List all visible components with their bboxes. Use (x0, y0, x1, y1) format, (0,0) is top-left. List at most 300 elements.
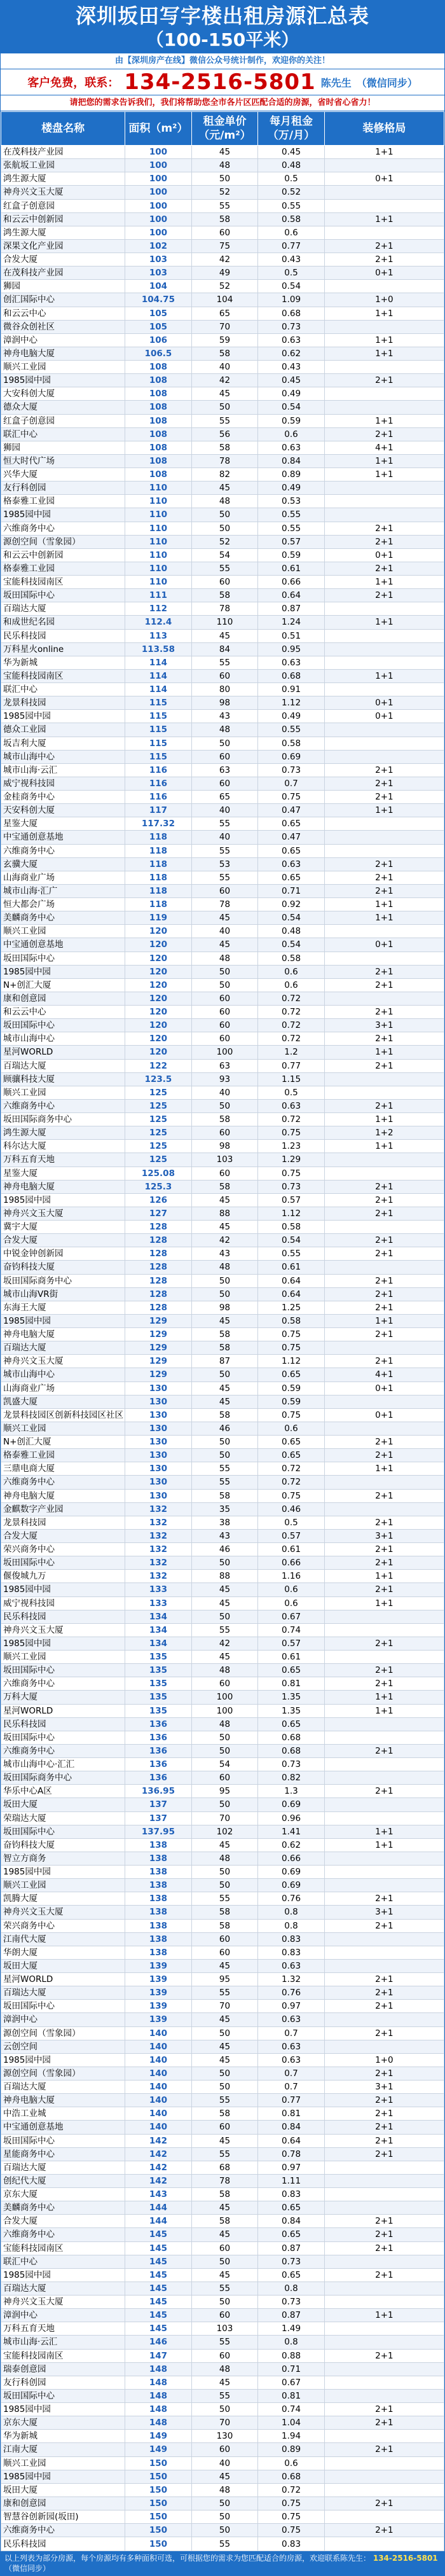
table-row[interactable] (1, 1731, 444, 1744)
table-row[interactable] (1, 2336, 444, 2349)
table-row[interactable] (1, 938, 444, 952)
table-row[interactable] (1, 1462, 444, 1476)
table-row[interactable] (1, 1529, 444, 1542)
cell-monthly-rent: 0.72 (258, 1462, 325, 1476)
table-row[interactable] (1, 239, 444, 253)
cell-layout (324, 642, 444, 656)
table-row[interactable] (1, 1059, 444, 1072)
table-row[interactable] (1, 387, 444, 401)
table-row[interactable] (1, 602, 444, 616)
cell-unit-price: 104 (191, 293, 258, 307)
cell-layout: 2+1 (324, 2403, 444, 2416)
cell-area: 103 (125, 253, 192, 267)
table-row[interactable] (1, 2268, 444, 2282)
table-row[interactable] (1, 696, 444, 710)
cell-building-name: 华为新城 (1, 656, 125, 669)
table-row[interactable] (1, 1247, 444, 1261)
table-row[interactable] (1, 2228, 444, 2241)
cell-building-name: 坂田国际中心 (1, 1664, 125, 1677)
cell-building-name: 万科星火online (1, 642, 125, 656)
table-row[interactable] (1, 589, 444, 602)
table-row[interactable] (1, 831, 444, 844)
cell-layout: 4+1 (324, 441, 444, 454)
table-row[interactable] (1, 2053, 444, 2067)
cell-building-name: 城市山海VR街 (1, 1287, 125, 1301)
table-row[interactable] (1, 1664, 444, 1677)
table-row[interactable] (1, 1476, 444, 1489)
contact-phone[interactable]: 134-2516-5801 (124, 69, 316, 95)
table-row[interactable] (1, 1691, 444, 1704)
table-row[interactable] (1, 1866, 444, 1879)
cell-monthly-rent: 0.76 (258, 1892, 325, 1906)
table-row[interactable] (1, 683, 444, 696)
cell-layout (324, 2282, 444, 2295)
table-row[interactable] (1, 1153, 444, 1167)
table-row[interactable] (1, 2309, 444, 2322)
table-row[interactable] (1, 1046, 444, 1059)
table-row[interactable] (1, 1449, 444, 1462)
table-row[interactable] (1, 253, 444, 267)
cell-layout: 2+1 (324, 791, 444, 804)
contact-bar (1, 69, 444, 95)
table-row[interactable] (1, 522, 444, 535)
cell-area: 144 (125, 2215, 192, 2228)
cell-unit-price: 50 (191, 1556, 258, 1570)
table-row[interactable] (1, 1395, 444, 1408)
cell-monthly-rent: 0.47 (258, 804, 325, 817)
table-row[interactable] (1, 1543, 444, 1556)
table-row[interactable] (1, 2188, 444, 2201)
cell-unit-price: 45 (191, 2134, 258, 2147)
table-row[interactable] (1, 791, 444, 804)
table-row[interactable] (1, 2161, 444, 2174)
cell-monthly-rent: 0.68 (258, 307, 325, 320)
table-row[interactable] (1, 1892, 444, 1906)
table-row[interactable] (1, 2255, 444, 2268)
cell-layout: 2+1 (324, 1489, 444, 1502)
table-row[interactable] (1, 1825, 444, 1838)
table-row[interactable] (1, 737, 444, 750)
table-row[interactable] (1, 1301, 444, 1314)
table-row[interactable] (1, 1637, 444, 1650)
table-row[interactable] (1, 212, 444, 226)
table-row[interactable] (1, 1368, 444, 1381)
cell-building-name: 坂田国际商务中心 (1, 1274, 125, 1287)
table-row[interactable] (1, 401, 444, 414)
table-row[interactable] (1, 2201, 444, 2215)
table-row[interactable] (1, 804, 444, 817)
table-row[interactable] (1, 280, 444, 293)
cell-unit-price: 58 (191, 1919, 258, 1932)
table-row[interactable] (1, 1234, 444, 1247)
table-row[interactable] (1, 1959, 444, 1972)
cell-area: 111 (125, 589, 192, 602)
cell-area: 100 (125, 226, 192, 239)
table-header-row (1, 112, 444, 146)
cell-building-name: 瑞泰创意园 (1, 2362, 125, 2376)
table-row[interactable] (1, 1932, 444, 1946)
cell-monthly-rent: 0.65 (258, 871, 325, 884)
cell-area: 118 (125, 871, 192, 884)
table-row[interactable] (1, 750, 444, 763)
cell-unit-price: 75 (191, 239, 258, 253)
cell-unit-price: 55 (191, 199, 258, 212)
cell-unit-price: 56 (191, 427, 258, 441)
cell-monthly-rent: 0.74 (258, 2403, 325, 2416)
table-row[interactable] (1, 2524, 444, 2537)
table-row[interactable] (1, 468, 444, 481)
table-row[interactable] (1, 1771, 444, 1785)
table-row[interactable] (1, 172, 444, 186)
table-row[interactable] (1, 992, 444, 1005)
table-row[interactable] (1, 1193, 444, 1207)
cell-monthly-rent: 1.29 (258, 1153, 325, 1167)
table-row[interactable] (1, 1126, 444, 1140)
cell-monthly-rent: 0.68 (258, 2470, 325, 2483)
table-row[interactable] (1, 1556, 444, 1570)
cell-area: 113 (125, 629, 192, 642)
table-row[interactable] (1, 1623, 444, 1637)
table-row[interactable] (1, 1744, 444, 1757)
table-row[interactable] (1, 1381, 444, 1395)
table-row[interactable] (1, 2121, 444, 2134)
cell-unit-price: 50 (191, 2403, 258, 2416)
cell-building-name: 1985园中园 (1, 2470, 125, 2483)
footer-note (1, 2551, 444, 2575)
cell-layout: 2+1 (324, 1193, 444, 1207)
table-row[interactable] (1, 1717, 444, 1731)
table-row[interactable] (1, 1099, 444, 1112)
table-row[interactable] (1, 1798, 444, 1811)
table-row[interactable] (1, 159, 444, 172)
cell-area: 145 (125, 2322, 192, 2336)
table-row[interactable] (1, 2322, 444, 2336)
table-row[interactable] (1, 2067, 444, 2080)
table-row[interactable] (1, 1516, 444, 1529)
table-row[interactable] (1, 454, 444, 467)
cell-layout: 2+1 (324, 1180, 444, 1193)
cell-monthly-rent: 0.62 (258, 347, 325, 360)
cell-area: 108 (125, 454, 192, 467)
cell-layout (324, 1798, 444, 1811)
table-row[interactable] (1, 723, 444, 737)
table-row[interactable] (1, 2013, 444, 2026)
table-row[interactable] (1, 2430, 444, 2443)
cell-area: 119 (125, 911, 192, 925)
cell-unit-price: 45 (191, 2053, 258, 2067)
table-row[interactable] (1, 1973, 444, 1986)
cell-area: 140 (125, 2026, 192, 2040)
table-row[interactable] (1, 1879, 444, 1892)
table-row[interactable] (1, 1422, 444, 1435)
cell-building-name: 百瑞达大厦 (1, 1059, 125, 1072)
cell-building-name: 百瑞达大厦 (1, 2161, 125, 2174)
table-row[interactable] (1, 1610, 444, 1623)
cell-unit-price: 50 (191, 2524, 258, 2537)
table-row[interactable] (1, 1502, 444, 1516)
table-row[interactable] (1, 2094, 444, 2107)
table-row[interactable] (1, 2403, 444, 2416)
table-row[interactable] (1, 1086, 444, 1099)
cell-area: 132 (125, 1502, 192, 1516)
table-row[interactable] (1, 1596, 444, 1610)
table-row[interactable] (1, 2349, 444, 2362)
cell-monthly-rent: 0.73 (258, 763, 325, 777)
table-row[interactable] (1, 267, 444, 280)
table-row[interactable] (1, 226, 444, 239)
table-row[interactable] (1, 642, 444, 656)
table-row[interactable] (1, 710, 444, 723)
table-row[interactable] (1, 576, 444, 589)
table-row[interactable] (1, 1032, 444, 1046)
cell-building-name: 坂田国际中心 (1, 1556, 125, 1570)
table-row[interactable] (1, 548, 444, 562)
cell-building-name: 荣兴商务中心 (1, 1919, 125, 1932)
cell-area: 133 (125, 1596, 192, 1610)
table-row[interactable] (1, 1489, 444, 1502)
cell-monthly-rent: 0.65 (258, 1717, 325, 1731)
cell-layout (324, 2255, 444, 2268)
table-row[interactable] (1, 427, 444, 441)
table-row[interactable] (1, 2416, 444, 2430)
cell-building-name: 荣兴商务中心 (1, 1543, 125, 1556)
table-row[interactable] (1, 978, 444, 992)
table-row[interactable] (1, 2081, 444, 2094)
table-row[interactable] (1, 1785, 444, 1798)
table-row[interactable] (1, 2026, 444, 2040)
cell-monthly-rent: 0.54 (258, 911, 325, 925)
table-row[interactable] (1, 2282, 444, 2295)
table-row[interactable] (1, 925, 444, 938)
cell-area: 136 (125, 1744, 192, 1757)
table-row[interactable] (1, 1408, 444, 1422)
cell-layout (324, 656, 444, 669)
table-row[interactable] (1, 817, 444, 831)
cell-unit-price: 103 (191, 1153, 258, 1167)
cell-unit-price: 60 (191, 1006, 258, 1019)
cell-area: 149 (125, 2443, 192, 2456)
table-row[interactable] (1, 1274, 444, 1287)
table-row[interactable] (1, 2147, 444, 2161)
table-row[interactable] (1, 1986, 444, 2000)
cell-layout (324, 2201, 444, 2215)
cell-unit-price: 98 (191, 696, 258, 710)
cell-unit-price: 103 (191, 2322, 258, 2336)
cell-unit-price: 45 (191, 2228, 258, 2241)
cell-unit-price: 58 (191, 1328, 258, 1341)
table-row[interactable] (1, 374, 444, 387)
cell-layout (324, 2510, 444, 2524)
cell-layout (324, 387, 444, 401)
table-row[interactable] (1, 1583, 444, 1596)
table-row[interactable] (1, 2389, 444, 2402)
cell-unit-price: 45 (191, 1381, 258, 1395)
table-row[interactable] (1, 2496, 444, 2510)
table-row[interactable] (1, 347, 444, 360)
table-row[interactable] (1, 2537, 444, 2551)
table-row[interactable] (1, 2241, 444, 2255)
table-row[interactable] (1, 1570, 444, 1583)
table-row[interactable] (1, 2456, 444, 2470)
cell-unit-price: 78 (191, 898, 258, 911)
cell-unit-price: 54 (191, 548, 258, 562)
cell-area: 129 (125, 1341, 192, 1355)
table-row[interactable] (1, 293, 444, 307)
cell-layout: 2+1 (324, 2121, 444, 2134)
cell-unit-price: 100 (191, 1704, 258, 1717)
table-row[interactable] (1, 1906, 444, 1919)
table-row[interactable] (1, 2000, 444, 2013)
footer-phone[interactable]: 134-2516-5801 (373, 2554, 438, 2563)
table-row[interactable] (1, 2376, 444, 2389)
table-row[interactable] (1, 763, 444, 777)
table-row[interactable] (1, 1221, 444, 1234)
cell-unit-price: 55 (191, 2336, 258, 2349)
table-row[interactable] (1, 2134, 444, 2147)
table-row[interactable] (1, 1355, 444, 1368)
cell-monthly-rent: 0.61 (258, 1543, 325, 1556)
cell-unit-price: 40 (191, 831, 258, 844)
cell-monthly-rent: 0.63 (258, 857, 325, 871)
table-row[interactable] (1, 2215, 444, 2228)
table-row[interactable] (1, 898, 444, 911)
table-row[interactable] (1, 1677, 444, 1691)
table-row[interactable] (1, 1113, 444, 1126)
table-row[interactable] (1, 1811, 444, 1825)
table-row[interactable] (1, 777, 444, 790)
table-row[interactable] (1, 857, 444, 871)
table-row[interactable] (1, 2174, 444, 2187)
table-row[interactable] (1, 320, 444, 333)
table-row[interactable] (1, 1140, 444, 1153)
cell-unit-price: 95 (191, 1785, 258, 1798)
cell-area: 104 (125, 280, 192, 293)
table-row[interactable] (1, 616, 444, 629)
table-row[interactable] (1, 414, 444, 427)
table-row[interactable] (1, 2107, 444, 2121)
table-row[interactable] (1, 2296, 444, 2309)
table-row[interactable] (1, 1919, 444, 1932)
cell-unit-price: 54 (191, 1758, 258, 1771)
table-row[interactable] (1, 2443, 444, 2456)
table-row[interactable] (1, 1287, 444, 1301)
cell-area: 108 (125, 441, 192, 454)
table-row[interactable] (1, 481, 444, 495)
table-row[interactable] (1, 952, 444, 965)
table-row[interactable] (1, 1314, 444, 1327)
table-row[interactable] (1, 508, 444, 522)
cell-layout: 1+1 (324, 911, 444, 925)
cell-area: 138 (125, 1852, 192, 1865)
cell-monthly-rent: 0.43 (258, 361, 325, 374)
table-row[interactable] (1, 1436, 444, 1449)
cell-monthly-rent: 1.2 (258, 1046, 325, 1059)
table-row[interactable] (1, 2040, 444, 2053)
table-row[interactable] (1, 2362, 444, 2376)
cell-building-name: 和云云中创新园 (1, 212, 125, 226)
cell-monthly-rent: 0.72 (258, 1006, 325, 1019)
cell-building-name: 顺兴工业园 (1, 1086, 125, 1099)
table-row[interactable] (1, 884, 444, 897)
cell-layout: 2+1 (324, 763, 444, 777)
table-row[interactable] (1, 1167, 444, 1180)
cell-monthly-rent: 0.65 (258, 2201, 325, 2215)
table-row[interactable] (1, 307, 444, 320)
cell-area: 138 (125, 1906, 192, 1919)
table-row[interactable] (1, 1072, 444, 1086)
cell-monthly-rent: 0.55 (258, 723, 325, 737)
table-row[interactable] (1, 1261, 444, 1274)
table-row[interactable] (1, 1838, 444, 1852)
table-row[interactable] (1, 441, 444, 454)
cell-layout (324, 2013, 444, 2026)
cell-unit-price: 55 (191, 1462, 258, 1476)
table-row[interactable] (1, 495, 444, 508)
table-row[interactable] (1, 629, 444, 642)
table-row[interactable] (1, 2470, 444, 2483)
table-row[interactable] (1, 871, 444, 884)
cell-layout: 3+1 (324, 1019, 444, 1032)
table-row[interactable] (1, 1180, 444, 1193)
table-row[interactable] (1, 1341, 444, 1355)
cell-monthly-rent: 0.75 (258, 2496, 325, 2510)
table-row[interactable] (1, 965, 444, 978)
cell-area: 143 (125, 2188, 192, 2201)
cell-area: 115 (125, 737, 192, 750)
table-row[interactable] (1, 1852, 444, 1865)
table-row[interactable] (1, 1006, 444, 1019)
cell-layout: 2+1 (324, 1449, 444, 1462)
table-row[interactable] (1, 1704, 444, 1717)
cell-building-name: 1985园中园 (1, 1314, 125, 1327)
cell-unit-price: 55 (191, 817, 258, 831)
cell-area: 148 (125, 2362, 192, 2376)
contact-person: 陈先生 (320, 76, 352, 89)
table-row[interactable] (1, 199, 444, 212)
table-row[interactable] (1, 361, 444, 374)
table-row[interactable] (1, 2510, 444, 2524)
table-row[interactable] (1, 669, 444, 682)
cell-area: 139 (125, 1973, 192, 1986)
table-row[interactable] (1, 1758, 444, 1771)
table-row[interactable] (1, 535, 444, 548)
table-row[interactable] (1, 1019, 444, 1032)
cell-building-name: 源创空间（雪象园） (1, 535, 125, 548)
table-row[interactable] (1, 911, 444, 925)
table-row[interactable] (1, 2483, 444, 2496)
cell-monthly-rent: 0.64 (258, 2134, 325, 2147)
cell-monthly-rent: 0.7 (258, 777, 325, 790)
table-row[interactable] (1, 562, 444, 575)
cell-building-name: 星河WORLD (1, 1973, 125, 1986)
table-row[interactable] (1, 1328, 444, 1341)
table-row[interactable] (1, 656, 444, 669)
table-row[interactable] (1, 333, 444, 347)
cell-monthly-rent: 0.58 (258, 212, 325, 226)
cell-area: 130 (125, 1395, 192, 1408)
cell-layout: 2+1 (324, 1099, 444, 1112)
cell-layout: 1+1 (324, 307, 444, 320)
table-row[interactable] (1, 186, 444, 199)
cell-unit-price: 60 (191, 1771, 258, 1785)
table-row[interactable] (1, 1651, 444, 1664)
table-row[interactable] (1, 146, 444, 159)
table-row[interactable] (1, 1946, 444, 1959)
cell-layout (324, 1153, 444, 1167)
table-row[interactable] (1, 1207, 444, 1220)
table-row[interactable] (1, 844, 444, 857)
cell-unit-price: 58 (191, 1489, 258, 1502)
